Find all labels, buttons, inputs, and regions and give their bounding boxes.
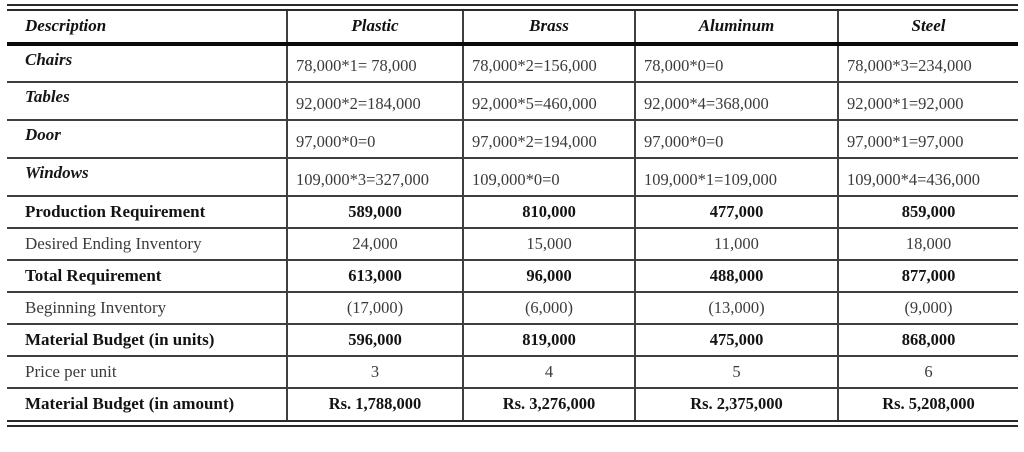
row-label: Door	[7, 120, 287, 158]
cell-value: 109,000*4=436,000	[838, 158, 1018, 196]
row-label: Price per unit	[7, 356, 287, 388]
table-row	[7, 388, 1018, 420]
cell-value: (17,000)	[287, 292, 463, 324]
material-budget-document	[7, 4, 1018, 427]
cell-value: 78,000*0=0	[635, 44, 838, 82]
row-label: Chairs	[25, 50, 73, 69]
cell-value: 11,000	[635, 228, 838, 260]
cell-value: Rs. 3,276,000	[463, 388, 635, 420]
cell-value: 97,000*1=97,000	[838, 120, 1018, 158]
cell-value: 97,000*0=0	[635, 120, 838, 158]
cell-value: 488,000	[635, 260, 838, 292]
row-label: Production Requirement	[7, 196, 287, 228]
cell-value: 15,000	[463, 228, 635, 260]
cell-value: Rs. 2,375,000	[635, 388, 838, 420]
cell-value: 96,000	[463, 260, 635, 292]
table-row	[7, 356, 1018, 388]
column-header-brass: Brass	[463, 11, 635, 44]
cell-value: 78,000*3=234,000	[838, 44, 1018, 82]
cell-value: 589,000	[287, 196, 463, 228]
column-header-plastic: Plastic	[287, 11, 463, 44]
column-header-description: Description	[7, 11, 287, 44]
row-label: Desired Ending Inventory	[7, 228, 287, 260]
cell-value: Rs. 5,208,000	[838, 388, 1018, 420]
table-row	[7, 120, 1018, 158]
table-row	[7, 260, 1018, 292]
cell-value: 97,000*2=194,000	[463, 120, 635, 158]
column-header-aluminum: Aluminum	[635, 11, 838, 44]
table-row	[7, 292, 1018, 324]
table-header-row	[7, 11, 1018, 44]
cell-value: 3	[287, 356, 463, 388]
cell-value: (9,000)	[838, 292, 1018, 324]
cell-value: Rs. 1,788,000	[287, 388, 463, 420]
cell-value: 868,000	[838, 324, 1018, 356]
table-row	[7, 228, 1018, 260]
cell-value: 24,000	[287, 228, 463, 260]
table-bottom-double-rule	[7, 420, 1018, 427]
row-label: Tables	[7, 82, 287, 120]
cell-value: 613,000	[287, 260, 463, 292]
row-label: Windows	[7, 158, 287, 196]
column-header-steel: Steel	[838, 11, 1018, 44]
cell-value: 78,000*2=156,000	[463, 44, 635, 82]
cell-value: 109,000*1=109,000	[635, 158, 838, 196]
cell-value: 92,000*5=460,000	[463, 82, 635, 120]
cell-value: 97,000*0=0	[287, 120, 463, 158]
row-label: Total Requirement	[7, 260, 287, 292]
cell-value: 92,000*2=184,000	[287, 82, 463, 120]
cell-value: 92,000*4=368,000	[635, 82, 838, 120]
cell-value: 877,000	[838, 260, 1018, 292]
cell-value: 477,000	[635, 196, 838, 228]
table-row	[7, 44, 1018, 82]
cell-value: 109,000*0=0	[463, 158, 635, 196]
row-label: Material Budget (in amount)	[7, 388, 287, 420]
cell-value: 859,000	[838, 196, 1018, 228]
cell-value: 810,000	[463, 196, 635, 228]
cell-value: 819,000	[463, 324, 635, 356]
table-row	[7, 82, 1018, 120]
cell-value: 4	[463, 356, 635, 388]
material-budget-table	[7, 11, 1018, 420]
cell-value: 78,000*1= 78,000	[287, 44, 463, 82]
row-label: Material Budget (in units)	[7, 324, 287, 356]
table-row	[7, 158, 1018, 196]
table-row	[7, 196, 1018, 228]
cell-value: 92,000*1=92,000	[838, 82, 1018, 120]
cell-value: 5	[635, 356, 838, 388]
row-label: Beginning Inventory	[7, 292, 287, 324]
cell-value: 475,000	[635, 324, 838, 356]
table-top-double-rule	[7, 4, 1018, 11]
cell-value: (6,000)	[463, 292, 635, 324]
cell-value: 596,000	[287, 324, 463, 356]
cell-value: 18,000	[838, 228, 1018, 260]
cell-value: 109,000*3=327,000	[287, 158, 463, 196]
cell-value: (13,000)	[635, 292, 838, 324]
table-row	[7, 324, 1018, 356]
cell-value: 6	[838, 356, 1018, 388]
